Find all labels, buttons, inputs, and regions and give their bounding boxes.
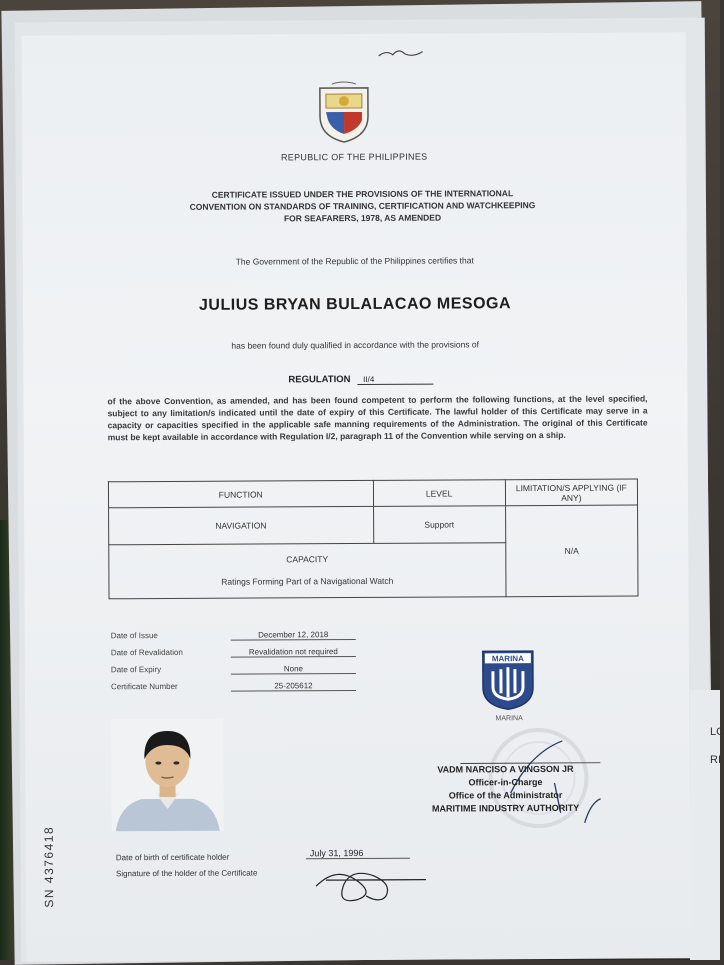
function-value: NAVIGATION: [109, 507, 374, 545]
detail-row: [111, 643, 356, 661]
philippine-seal-icon: [312, 82, 376, 146]
regulation-label: REGULATION: [288, 374, 351, 386]
side-sheet-text: LC: [710, 726, 724, 738]
side-sheet: [690, 690, 724, 960]
holder-name: JULIUS BRYAN BULALACAO MESOGA: [198, 295, 512, 314]
qualified-statement: has been found duly qualified in accordance with the provisions of: [231, 339, 480, 351]
cert-number-value: 25-205612: [231, 681, 356, 692]
marina-logo-icon: [481, 649, 535, 711]
holder-portrait-icon: [111, 719, 224, 832]
government-statement: The Government of the Republic of the Philippines certifies that: [235, 255, 474, 267]
regulation-row: [288, 374, 433, 386]
signing-official: [405, 763, 605, 816]
holder-signature-icon: [296, 856, 436, 907]
signature-label: Signature of the holder of the Certificate: [115, 868, 258, 879]
detail-row: [111, 660, 356, 678]
limitations-value: N/A: [505, 505, 638, 596]
function-header: FUNCTION: [108, 480, 373, 508]
dob-label: Date of birth of certificate holder: [115, 852, 230, 863]
issue-value: December 12, 2018: [231, 630, 356, 641]
limitations-header: LIMITATION/S APPLYING (IF ANY): [505, 479, 637, 506]
expiry-value: None: [231, 664, 356, 675]
serial-number: SN 4376418: [41, 825, 57, 908]
certificate-details: [111, 626, 356, 695]
marina-logo-text: MARINA: [491, 654, 524, 664]
official-name: VADM NARCISO A VINGSON JR: [437, 763, 574, 775]
capacity-header: CAPACITY: [286, 554, 329, 565]
official-title: Officer-in-Charge: [468, 777, 543, 788]
detail-row: [111, 677, 356, 695]
capacity-value: Ratings Forming Part of a Navigational Watch: [221, 576, 394, 587]
level-value: Support: [373, 506, 505, 543]
issue-label: Date of Issue: [110, 631, 158, 641]
cert-number-label: Certificate Number: [110, 681, 178, 692]
holder-photo: [111, 719, 224, 832]
side-sheet-text: RI: [710, 754, 721, 766]
official-organization: MARITIME INDUSTRY AUTHORITY: [432, 802, 580, 814]
pen-mark-icon: [377, 46, 427, 62]
expiry-label: Date of Expiry: [110, 665, 162, 675]
convention-heading: CERTIFICATE ISSUED UNDER THE PROVISIONS OF THE INTERNATIONAL CONVENTION ON STANDARDS OF TRAINING, CERTIFICATION AND WATCHKEEPING FOR SEAFARERS, 1978, AS AMENDED: [189, 188, 536, 224]
function-table: [108, 479, 639, 600]
competence-paragraph: of the above Convention, as amended, and has been found competent to perform the following functions, at the level specified, subject to any limitation/s indicated until the date of expiry of this Certificate. The lawful holder of this Certificate may serve in a capacity or capacities specified in the applicable safe manning requirements of the Administration. The original of this Certificate must be kept available in accordance with Regulation I/2, paragraph 11 of the Convention while serving on a ship.: [107, 393, 648, 443]
revalidation-value: Revalidation not required: [231, 647, 356, 658]
marina-label: MARINA: [495, 715, 523, 723]
capacity-cell: [109, 542, 506, 599]
revalidation-label: Date of Revalidation: [110, 647, 183, 658]
detail-row: [111, 626, 356, 644]
certificate-page: [22, 32, 691, 961]
regulation-value: II/4: [357, 375, 433, 385]
official-office: Office of the Administrator: [448, 789, 563, 801]
dob-value: July 31, 1996: [306, 848, 410, 860]
level-header: LEVEL: [373, 480, 505, 507]
republic-title: REPUBLIC OF THE PHILIPPINES: [280, 151, 428, 163]
